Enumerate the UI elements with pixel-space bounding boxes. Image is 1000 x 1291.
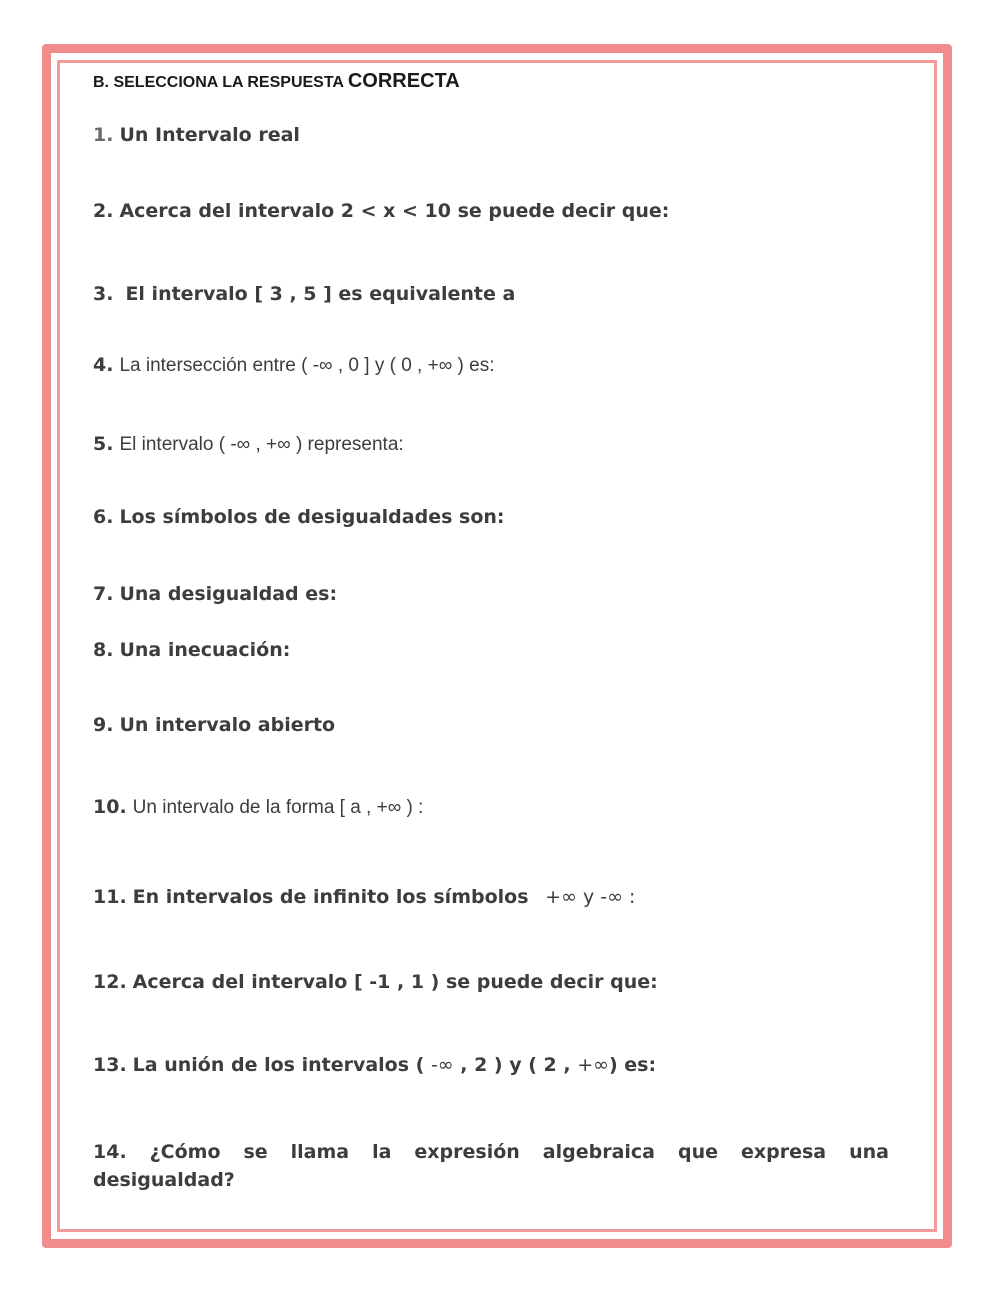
question-number: 12. xyxy=(93,971,127,993)
question-text: Un intervalo abierto xyxy=(119,714,336,736)
question-number: 8. xyxy=(93,639,114,661)
question-text: El intervalo ( -∞ , +∞ ) representa: xyxy=(119,434,404,455)
question-text: Un intervalo de la forma [ a , +∞ ) : xyxy=(132,797,424,818)
question-text-end: ) es: xyxy=(608,1054,657,1076)
question-text: Acerca del intervalo 2 < x < 10 se puede decir que: xyxy=(119,200,670,222)
question-number: 11. xyxy=(93,886,127,908)
question-number: 10. xyxy=(93,796,127,818)
question-number: 9. xyxy=(93,714,114,736)
heading-prefix: B. SELECCIONA LA RESPUESTA xyxy=(93,74,344,91)
question-text: La unión de los intervalos ( xyxy=(132,1054,425,1076)
question-word: ¿Cómo xyxy=(149,1141,221,1163)
question-text: Una inecuación: xyxy=(119,639,291,661)
question-14-line-1 xyxy=(93,1138,889,1166)
negative-infinity-symbol: -∞ xyxy=(430,1054,454,1076)
question-word: expresión xyxy=(414,1141,520,1163)
question-14 xyxy=(93,1138,889,1194)
question-2 xyxy=(93,200,669,222)
question-number: 13. xyxy=(93,1054,127,1076)
question-8 xyxy=(93,639,290,661)
question-word: la xyxy=(372,1141,392,1163)
page-heading xyxy=(93,70,460,93)
question-text: El intervalo [ 3 , 5 ] es equivalente a xyxy=(125,283,516,305)
question-text: Un Intervalo real xyxy=(119,124,300,146)
heading-emphasis: CORRECTA xyxy=(347,70,460,92)
question-1 xyxy=(93,124,300,146)
question-number: 1. xyxy=(93,124,114,146)
question-6 xyxy=(93,506,505,528)
question-word: llama xyxy=(290,1141,350,1163)
positive-infinity-symbol: +∞ xyxy=(577,1054,609,1076)
question-5 xyxy=(93,433,404,456)
question-text: Los símbolos de desigualdades son: xyxy=(119,506,505,528)
question-text: Acerca del intervalo [ -1 , 1 ) se puede decir que: xyxy=(132,971,658,993)
infinity-symbols: +∞ y -∞ : xyxy=(545,886,636,908)
question-word: una xyxy=(849,1141,889,1163)
question-word: se xyxy=(243,1141,268,1163)
question-word: que xyxy=(677,1141,718,1163)
question-text: Una desigualdad es: xyxy=(119,583,338,605)
question-11 xyxy=(93,886,635,908)
question-number: 14. xyxy=(93,1141,127,1163)
question-7 xyxy=(93,583,337,605)
question-13 xyxy=(93,1054,656,1076)
question-14-line-2: desigualdad? xyxy=(93,1169,235,1191)
question-number: 5. xyxy=(93,433,114,455)
question-number: 3. xyxy=(93,283,114,305)
question-10 xyxy=(93,796,423,819)
question-number: 2. xyxy=(93,200,114,222)
question-word: expresa xyxy=(740,1141,827,1163)
question-text: La intersección entre ( -∞ , 0 ] y ( 0 , +∞ ) es: xyxy=(119,355,495,376)
question-word: algebraica xyxy=(542,1141,655,1163)
question-text: En intervalos de infinito los símbolos xyxy=(132,886,529,908)
question-12 xyxy=(93,971,658,993)
question-9 xyxy=(93,714,335,736)
question-number: 7. xyxy=(93,583,114,605)
question-number: 4. xyxy=(93,354,114,376)
question-text-middle: , 2 ) y ( 2 , xyxy=(460,1054,571,1076)
question-3 xyxy=(93,283,515,305)
question-4 xyxy=(93,354,495,377)
question-number: 6. xyxy=(93,506,114,528)
